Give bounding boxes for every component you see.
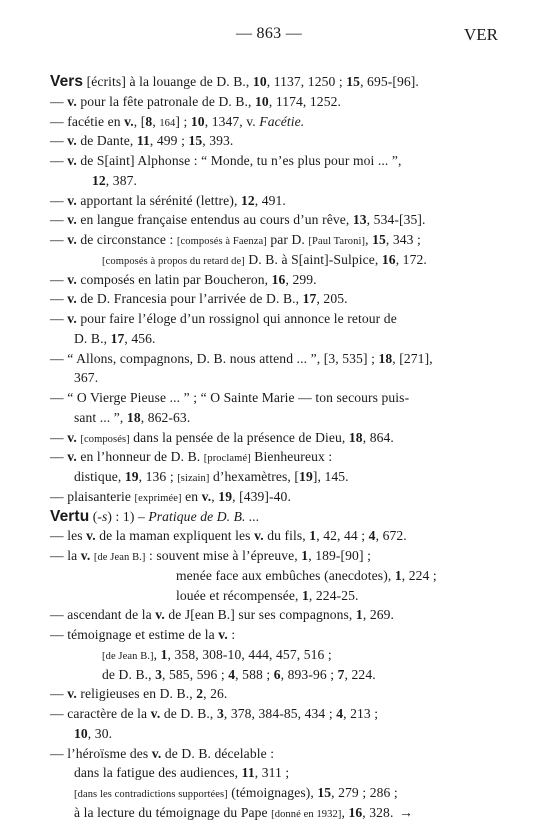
text-run: (témoignages), bbox=[227, 785, 318, 800]
index-line bbox=[50, 329, 490, 349]
index-line bbox=[50, 447, 490, 467]
text-run: 15 bbox=[188, 133, 203, 149]
text-run: , bbox=[211, 488, 219, 504]
text-run: , [ bbox=[133, 113, 146, 129]
text-run: [composés à propos du retard de] bbox=[102, 255, 245, 267]
text-run: , 205. bbox=[316, 291, 348, 307]
text-run: , 393. bbox=[202, 133, 234, 149]
text-run: , 224. bbox=[344, 666, 376, 682]
text-run: v. bbox=[67, 686, 77, 702]
text-run: , bbox=[341, 804, 349, 820]
index-line bbox=[50, 309, 490, 329]
index-line bbox=[50, 803, 490, 823]
text-run: [Paul Taroni] bbox=[308, 236, 366, 247]
index-line bbox=[50, 428, 490, 448]
index-line bbox=[50, 724, 490, 744]
text-run: (- bbox=[89, 508, 103, 524]
text-run: , 172. bbox=[395, 251, 427, 267]
text-run: Bienheureux : bbox=[250, 449, 333, 465]
index-line bbox=[50, 230, 490, 250]
index-line bbox=[50, 586, 490, 606]
text-run: 8 bbox=[145, 113, 153, 129]
text-run: [dans les contradictions supportées] bbox=[74, 789, 228, 800]
text-run: apportant la sérénité (lettre), bbox=[76, 192, 241, 208]
text-run: , 1174, 1252. bbox=[268, 93, 341, 109]
text-run: v. bbox=[80, 548, 91, 563]
text-run: — caractère de la bbox=[50, 706, 151, 721]
text-run: , bbox=[365, 232, 373, 247]
index-line bbox=[50, 92, 490, 112]
text-run: 7 bbox=[337, 666, 345, 682]
index-line bbox=[50, 112, 490, 132]
text-run: v. bbox=[254, 528, 264, 544]
text-run: 19 bbox=[299, 469, 313, 484]
text-run: de Dante, bbox=[76, 133, 137, 149]
index-line bbox=[50, 191, 490, 211]
text-run: sant ... ”, bbox=[74, 409, 127, 425]
headword: Vers bbox=[50, 73, 84, 90]
text-run: — bbox=[50, 271, 68, 287]
text-run: , 311 ; bbox=[254, 765, 290, 781]
text-run: 13 bbox=[352, 212, 367, 228]
text-run: — l’héroïsme des bbox=[50, 745, 152, 761]
text-run: — bbox=[50, 686, 68, 702]
page-number: — 863 — bbox=[235, 25, 303, 42]
text-run: pour faire l’éloge d’un rossignol qui annonce le retour de bbox=[76, 311, 397, 326]
text-run: — bbox=[50, 212, 68, 228]
continued-arrow-icon: → bbox=[398, 805, 414, 821]
index-line bbox=[50, 210, 490, 230]
text-run: — facétie en bbox=[50, 113, 125, 129]
text-run: ) : 1) – bbox=[107, 508, 149, 524]
text-run: , 224-25. bbox=[308, 587, 359, 603]
index-line bbox=[50, 507, 490, 527]
running-head: VER bbox=[464, 25, 498, 44]
text-run: — ascendant de la bbox=[50, 607, 156, 623]
text-run: — bbox=[50, 291, 68, 307]
text-run: , 893-96 ; bbox=[280, 666, 338, 682]
text-run: D. B. à S[aint]-Sulpice, bbox=[244, 251, 382, 267]
index-line bbox=[50, 151, 490, 171]
text-run: 15 bbox=[346, 74, 361, 89]
text-run: 2 bbox=[196, 686, 204, 702]
text-run: , bbox=[152, 113, 160, 129]
text-run: — bbox=[50, 311, 68, 326]
text-run: pour la fête patronale de D. B., bbox=[76, 93, 256, 109]
text-run: , [271], bbox=[392, 350, 433, 366]
text-run: [exprimée] bbox=[134, 492, 182, 504]
text-run: 17 bbox=[110, 330, 125, 346]
text-run: — bbox=[50, 429, 68, 445]
index-line bbox=[50, 368, 490, 388]
text-run: [de Jean B.] bbox=[102, 650, 154, 662]
text-run: , 299. bbox=[285, 271, 317, 287]
index-line bbox=[50, 526, 490, 546]
text-run: de D. B., bbox=[102, 666, 156, 682]
text-run: D. B., bbox=[74, 330, 111, 346]
text-run: — “ Allons, compagnons, D. B. nous attend ... ”, [3, 535] ; bbox=[50, 350, 379, 366]
text-run: [proclamé] bbox=[203, 453, 251, 465]
text-run: , 534-[35]. bbox=[366, 212, 426, 228]
text-run: — bbox=[50, 232, 68, 247]
page-header bbox=[0, 25, 538, 47]
text-run: , 387. bbox=[105, 172, 137, 188]
text-run: , 224 ; bbox=[401, 567, 437, 583]
text-run: [écrits] à la louange de D. B., bbox=[83, 74, 253, 89]
text-run: — témoignage et estime de la bbox=[50, 627, 219, 642]
text-run: [donné en 1932] bbox=[271, 808, 342, 820]
text-run: [sizain] bbox=[177, 473, 210, 484]
text-run: 10 bbox=[74, 725, 88, 741]
text-run: v. bbox=[67, 311, 77, 326]
text-run: d’hexamètres, [ bbox=[209, 469, 300, 484]
text-run: v. bbox=[67, 429, 77, 445]
text-run: 1 bbox=[301, 548, 309, 563]
text-run: 10 bbox=[255, 93, 269, 109]
text-run: , 1347, v. bbox=[204, 113, 260, 129]
text-run: 18 bbox=[348, 429, 363, 445]
text-run: v. bbox=[201, 488, 212, 504]
text-run: v. bbox=[150, 706, 161, 721]
text-run: , 695-[96]. bbox=[360, 74, 419, 89]
text-run: 4 bbox=[228, 666, 236, 682]
text-run: 164 bbox=[159, 117, 176, 129]
text-run: v. bbox=[67, 133, 77, 149]
text-run: — bbox=[50, 133, 68, 149]
text-run: à la lecture du témoignage du Pape bbox=[74, 804, 272, 820]
text-run: en bbox=[181, 488, 202, 504]
text-run: 18 bbox=[126, 409, 141, 425]
text-run: , 378, 384-85, 434 ; bbox=[223, 706, 337, 721]
text-run: 3 bbox=[155, 666, 163, 682]
text-run: , 213 ; bbox=[343, 706, 379, 721]
index-line bbox=[50, 645, 490, 665]
text-run: 1 bbox=[394, 567, 402, 583]
text-run: , 328. bbox=[362, 804, 397, 820]
text-run: , 1137, 1250 ; bbox=[266, 74, 347, 89]
text-run: , 30. bbox=[87, 725, 113, 741]
text-run: , 588 ; bbox=[235, 666, 274, 682]
text-run: 18 bbox=[378, 350, 393, 366]
text-run: , 864. bbox=[362, 429, 394, 445]
text-run: v. bbox=[67, 212, 77, 228]
text-run: , bbox=[153, 646, 161, 662]
text-run: v. bbox=[67, 291, 77, 307]
text-run: 17 bbox=[302, 291, 317, 307]
text-run: , 26. bbox=[203, 686, 228, 702]
text-run: v. bbox=[155, 607, 165, 623]
text-run: , 862-63. bbox=[140, 409, 191, 425]
index-line bbox=[50, 487, 490, 507]
text-run: : souvent mise à l’épreuve, bbox=[145, 548, 302, 563]
text-run: 12 bbox=[240, 192, 255, 208]
text-run: du fils, bbox=[263, 528, 310, 544]
text-run: 16 bbox=[348, 804, 363, 820]
text-run: 1 bbox=[309, 528, 317, 544]
text-run: par D. bbox=[266, 232, 309, 247]
text-run: , 269. bbox=[362, 607, 395, 623]
text-run: , 136 ; bbox=[138, 469, 178, 484]
index-line bbox=[50, 408, 490, 428]
text-run: 11 bbox=[241, 765, 255, 781]
text-run: — bbox=[50, 93, 68, 109]
text-run: , 42, 44 ; bbox=[316, 528, 369, 544]
text-run: 10 bbox=[190, 113, 205, 129]
text-run: 4 bbox=[336, 706, 344, 721]
text-run: 1 bbox=[302, 587, 309, 603]
index-line bbox=[50, 250, 490, 270]
text-run: 1 bbox=[160, 646, 168, 662]
text-run: de circonstance : bbox=[76, 232, 177, 247]
text-run: v. bbox=[67, 449, 77, 465]
text-run: 19 bbox=[218, 488, 233, 504]
text-run: 15 bbox=[317, 785, 332, 800]
index-line bbox=[50, 546, 490, 566]
text-run: 12 bbox=[92, 172, 106, 188]
index-line bbox=[50, 625, 490, 645]
text-run: , 189-[90] ; bbox=[308, 548, 371, 563]
text-run: , 358, 308-10, 444, 457, 516 ; bbox=[167, 646, 332, 662]
index-line bbox=[50, 131, 490, 151]
text-run: 1 bbox=[355, 607, 363, 623]
index-line bbox=[50, 783, 490, 803]
index-line bbox=[50, 467, 490, 487]
text-run: distique, bbox=[74, 469, 125, 484]
text-run: en langue française entendus au cours d’un rêve, bbox=[76, 212, 353, 228]
text-run: dans la fatigue des audiences, bbox=[74, 765, 242, 781]
text-run: 16 bbox=[271, 271, 286, 287]
index-line bbox=[50, 566, 490, 586]
text-run: composés en latin par Boucheron, bbox=[76, 271, 272, 287]
text-run: , [439]-40. bbox=[232, 488, 291, 504]
text-run: s bbox=[102, 508, 108, 524]
text-run: [composés à Faenza] bbox=[176, 236, 267, 247]
index-line bbox=[50, 171, 490, 191]
text-run: — bbox=[50, 192, 68, 208]
text-run: 15 bbox=[372, 232, 386, 247]
text-run: ], 145. bbox=[312, 469, 349, 484]
text-run: , 343 ; bbox=[385, 232, 421, 247]
text-run: v. bbox=[67, 271, 77, 287]
text-run: [composés] bbox=[80, 433, 130, 445]
text-run: v. bbox=[67, 192, 77, 208]
text-run: de J[ean B.] sur ses compagnons, bbox=[164, 607, 356, 623]
text-run: de D. B., bbox=[160, 706, 217, 721]
text-run: de D. B. décelable : bbox=[161, 745, 275, 761]
text-run: louée et récompensée, bbox=[176, 587, 302, 603]
index-line bbox=[50, 684, 490, 704]
text-run: Facétie. bbox=[259, 113, 305, 129]
text-run: 4 bbox=[368, 528, 376, 544]
text-run: 6 bbox=[273, 666, 281, 682]
index-line bbox=[50, 704, 490, 724]
text-run: 11 bbox=[136, 133, 150, 149]
text-run: en l’honneur de D. B. bbox=[76, 449, 204, 465]
index-line bbox=[50, 665, 490, 685]
index-line bbox=[50, 72, 490, 92]
text-run: — les bbox=[50, 528, 87, 544]
text-run: , 499 ; bbox=[149, 133, 189, 149]
text-run: menée face aux embûches (anecdotes), bbox=[176, 567, 395, 583]
text-run: v. bbox=[67, 93, 77, 109]
text-run: v. bbox=[67, 153, 77, 168]
text-run: — la bbox=[50, 548, 81, 563]
headword: Vertu bbox=[50, 507, 90, 525]
text-run: v. bbox=[151, 745, 162, 761]
text-run: — bbox=[50, 449, 68, 465]
text-run: 10 bbox=[252, 74, 267, 89]
text-run: de S[aint] Alphonse : “ Monde, tu n’es plus pour moi ... ”, bbox=[76, 153, 402, 168]
index-line bbox=[50, 388, 490, 408]
text-run: Pratique de D. B. ... bbox=[148, 508, 260, 524]
index-line bbox=[50, 763, 490, 783]
text-run: dans la pensée de la présence de Dieu, bbox=[129, 429, 349, 445]
text-run: religieuses en D. B., bbox=[76, 686, 197, 702]
text-run: 367. bbox=[74, 370, 99, 386]
index-body bbox=[50, 72, 490, 823]
text-run: — “ O Vierge Pieuse ... ” ; “ O Sainte Marie — ton secours puis- bbox=[50, 390, 410, 405]
index-line bbox=[50, 349, 490, 369]
text-run: , 585, 596 ; bbox=[162, 666, 229, 682]
text-run: 16 bbox=[381, 251, 396, 267]
text-run: [de Jean B.] bbox=[93, 552, 146, 563]
index-line bbox=[50, 744, 490, 764]
text-run: 19 bbox=[124, 469, 139, 484]
text-run: , 672. bbox=[375, 528, 407, 544]
text-run: , 456. bbox=[124, 330, 156, 346]
text-run: v. bbox=[67, 232, 77, 247]
text-run: 3 bbox=[216, 706, 224, 721]
index-line bbox=[50, 289, 490, 309]
text-run: v. bbox=[218, 627, 228, 642]
text-run: v. bbox=[86, 528, 96, 544]
text-run: de la maman expliquent les bbox=[95, 528, 255, 544]
text-run: , 279 ; 286 ; bbox=[331, 785, 398, 800]
text-run: : bbox=[227, 627, 236, 642]
text-run: — plaisanterie bbox=[50, 488, 135, 504]
text-run: — bbox=[50, 153, 68, 168]
text-run: de D. Francesia pour l’arrivée de D. B., bbox=[76, 291, 303, 307]
text-run: v. bbox=[124, 113, 134, 129]
text-run: , 491. bbox=[254, 192, 286, 208]
index-line bbox=[50, 270, 490, 290]
index-line bbox=[50, 605, 490, 625]
text-run: ] ; bbox=[175, 113, 191, 129]
